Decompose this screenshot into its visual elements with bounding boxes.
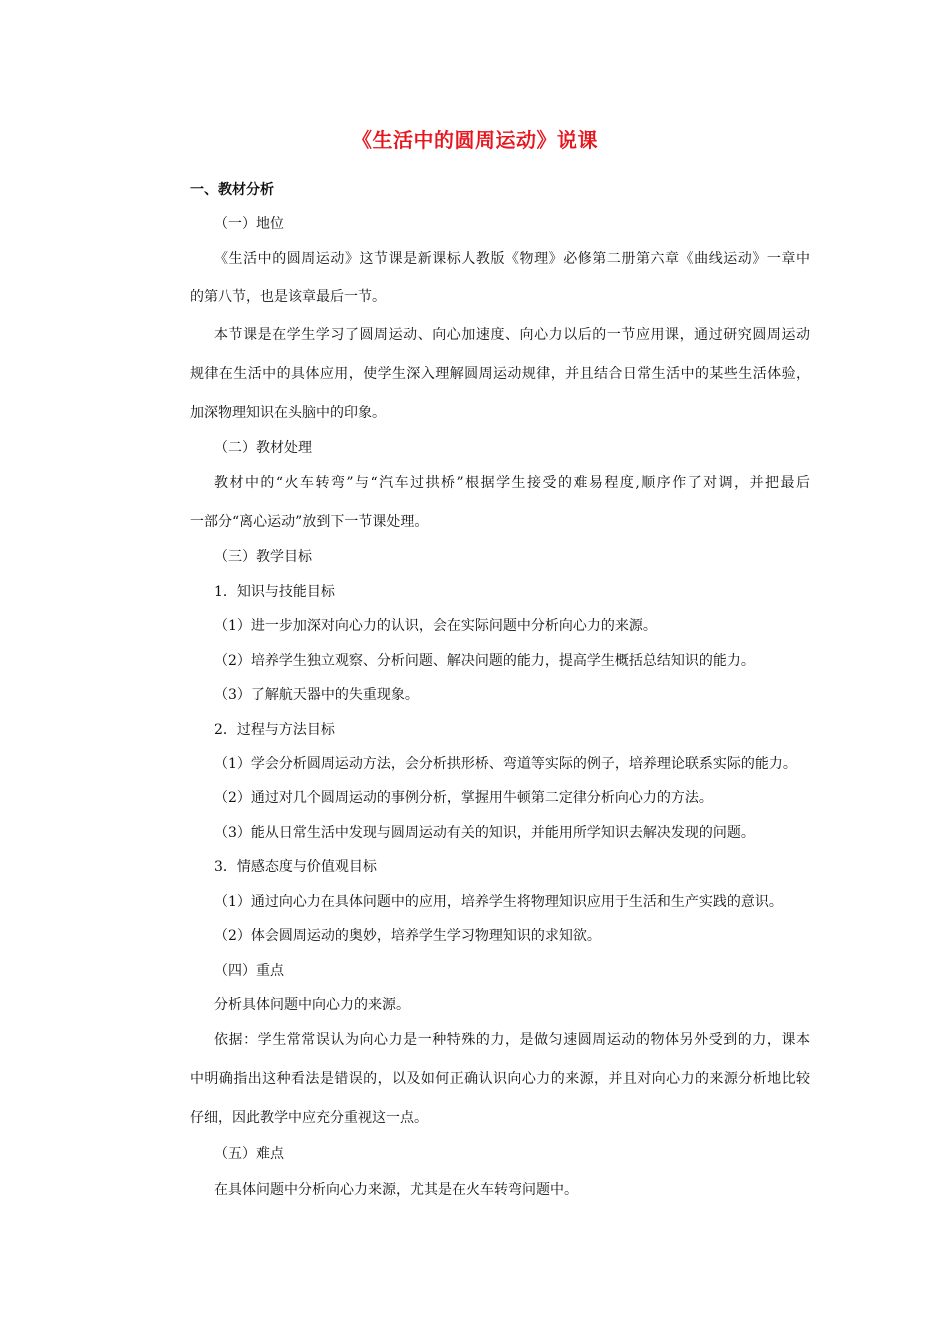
list-item: （3）能从日常生活中发现与圆周运动有关的知识，并能用所学知识去解决发现的问题。 [214,825,755,841]
paragraph-line: 《生活中的圆周运动》这节课是新课标人教版《物理》必修第二册第六章《曲线运动》一章中 [214,251,810,267]
subsection-heading-key-point: （四）重点 [214,963,284,979]
goal-heading: 2．过程与方法目标 [214,722,335,738]
list-item: （2）体会圆周运动的奥妙，培养学生学习物理知识的求知欲。 [214,928,601,944]
list-item: （1）通过向心力在具体问题中的应用，培养学生将物理知识应用于生活和生产实践的意识。 [214,894,783,910]
paragraph-line: 仔细，因此教学中应充分重视这一点。 [190,1110,428,1126]
goal-heading: 3．情感态度与价值观目标 [214,859,377,875]
subsection-heading-difficulty: （五）难点 [214,1146,284,1162]
list-item: （3）了解航天器中的失重现象。 [214,687,419,703]
list-item: （1）学会分析圆周运动方法，会分析拱形桥、弯道等实际的例子，培养理论联系实际的能力。 [214,756,797,772]
paragraph-line: 教材中的“火车转弯”与“汽车过拱桥”根据学生接受的难易程度,顺序作了对调，并把最后 [214,475,810,491]
paragraph-line: 本节课是在学生学习了圆周运动、向心加速度、向心力以后的一节应用课，通过研究圆周运动 [214,327,810,343]
paragraph-line: 的第八节，也是该章最后一节。 [190,289,386,305]
document-title: 《生活中的圆周运动》说课 [352,128,598,152]
paragraph-line: 在具体问题中分析向心力来源，尤其是在火车转弯问题中。 [214,1182,578,1198]
section-heading-textbook-analysis: 一、教材分析 [190,182,274,198]
subsection-heading-position: （一）地位 [214,216,284,232]
paragraph-line: 规律在生活中的具体应用，使学生深入理解圆周运动规律，并且结合日常生活中的某些生活体验， [190,366,810,382]
list-item: （2）培养学生独立观察、分析问题、解决问题的能力，提高学生概括总结知识的能力。 [214,653,755,669]
subsection-heading-textbook-processing: （二）教材处理 [214,440,312,456]
paragraph-line: 分析具体问题中向心力的来源。 [214,997,410,1013]
list-item: （1）进一步加深对向心力的认识，会在实际问题中分析向心力的来源。 [214,618,657,634]
paragraph-line: 加深物理知识在头脑中的印象。 [190,405,386,421]
paragraph-line: 依据：学生常常误认为向心力是一种特殊的力，是做匀速圆周运动的物体另外受到的力，课本 [214,1032,810,1048]
paragraph-line: 一部分“离心运动”放到下一节课处理。 [190,514,429,530]
goal-heading: 1．知识与技能目标 [214,584,335,600]
subsection-heading-teaching-goals: （三）教学目标 [214,549,312,565]
paragraph-line: 中明确指出这种看法是错误的，以及如何正确认识向心力的来源，并且对向心力的来源分析地比较 [190,1071,810,1087]
list-item: （2）通过对几个圆周运动的事例分析，掌握用牛顿第二定律分析向心力的方法。 [214,790,713,806]
